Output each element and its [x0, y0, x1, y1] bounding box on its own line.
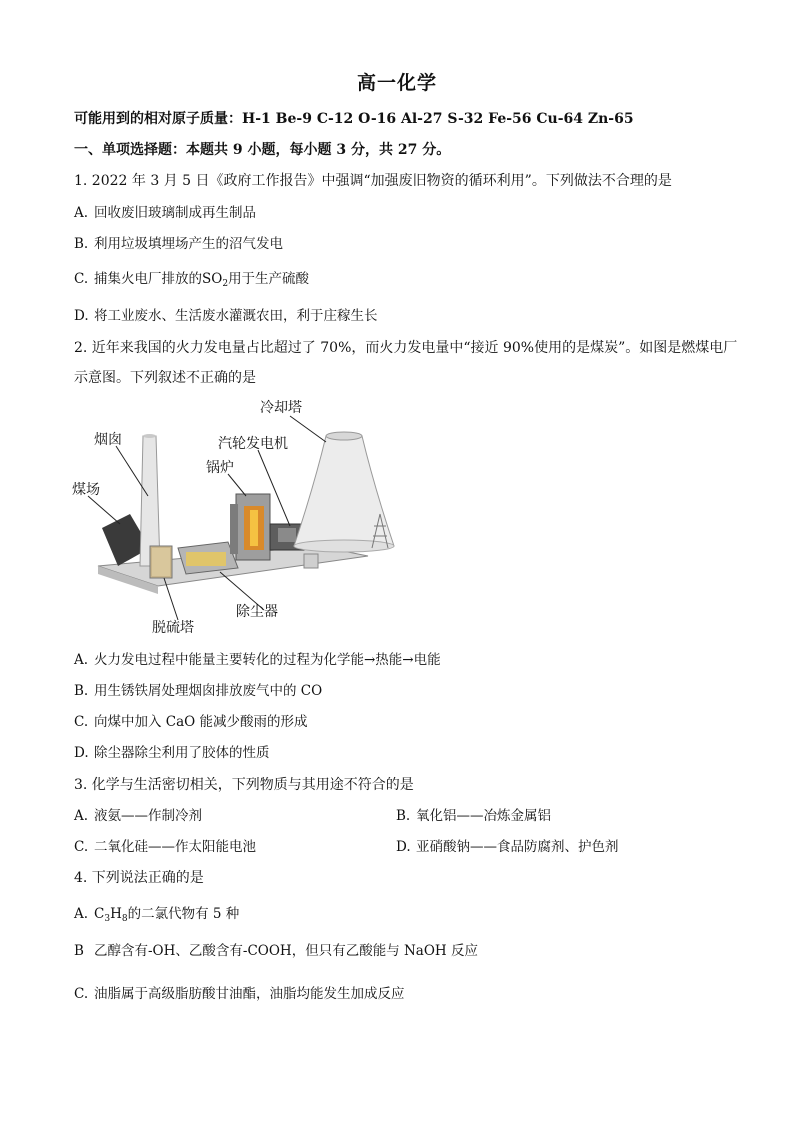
q1-option-a: A. 回收废旧玻璃制成再生制品: [74, 205, 256, 221]
q2-option-b: B. 用生锈铁屑处理烟囱排放废气中的 CO: [74, 683, 323, 699]
q2-option-d: D. 除尘器除尘利用了胶体的性质: [74, 745, 270, 761]
q2-stem-line2: 示意图。下列叙述不正确的是: [74, 370, 256, 386]
section-heading: 一、单项选择题：本题共 9 小题，每小题 3 分，共 27 分。: [74, 142, 451, 158]
q4-stem: 4. 下列说法正确的是: [74, 870, 204, 886]
q1-stem: 1. 2022 年 3 月 5 日《政府工作报告》中强调“加强废旧物资的循环利用”。下列做法不合理的是: [74, 173, 672, 189]
q4-option-c: C. 油脂属于高级脂肪酸甘油酯，油脂均能发生加成反应: [74, 986, 405, 1002]
q1-option-b: B. 利用垃圾填埋场产生的沼气发电: [74, 236, 283, 252]
q3-stem: 3. 化学与生活密切相关，下列物质与其用途不符合的是: [74, 777, 414, 793]
label-cooling-tower: 冷却塔: [260, 400, 302, 416]
q3-option-c: C. 二氧化硅——作太阳能电池: [74, 839, 256, 855]
label-turbine: 汽轮发电机: [218, 436, 288, 452]
q2-option-c: C. 向煤中加入 CaO 能减少酸雨的形成: [74, 714, 308, 730]
q3-option-d: D. 亚硝酸钠——食品防腐剂、护色剂: [396, 839, 619, 855]
cooling-tower-shape: [294, 436, 394, 546]
label-boiler: 锅炉: [206, 460, 234, 476]
q3-option-b: B. 氧化铝——冶炼金属铝: [396, 808, 551, 824]
q4-option-a: A. $C_3H_8$的二氯代物有 5 种: [74, 906, 240, 924]
q2-option-a: A. 火力发电过程中能量主要转化的过程为化学能→热能→电能: [74, 652, 441, 668]
atomic-masses: 可能用到的相对原子质量：H-1 Be-9 C-12 O-16 Al-27 S-32 Fe-56 Cu-64 Zn-65: [74, 111, 634, 127]
q4-option-b: B 乙醇含有-OH、乙酸含有-COOH，但只有乙酸能与 NaOH 反应: [74, 943, 478, 959]
page-title: 高一化学: [356, 72, 437, 94]
label-coal-yard: 煤场: [72, 482, 100, 498]
label-chimney: 烟囱: [94, 432, 122, 448]
label-dust-remover: 除尘器: [236, 604, 278, 620]
q2-stem-line1: 2. 近年来我国的火力发电量占比超过了 70%，而火力发电量中“接近 90%使用的是煤炭”。如图是燃煤电厂: [74, 340, 738, 356]
power-plant-diagram: [68, 396, 408, 642]
label-desulfur: 脱硫塔: [152, 620, 194, 636]
q3-option-a: A. 液氨——作制冷剂: [74, 808, 202, 824]
q1-option-c: C. 捕集火电厂排放的$SO_2$用于生产硫酸: [74, 271, 310, 289]
q1-option-d: D. 将工业废水、生活废水灌溉农田，利于庄稼生长: [74, 308, 378, 324]
